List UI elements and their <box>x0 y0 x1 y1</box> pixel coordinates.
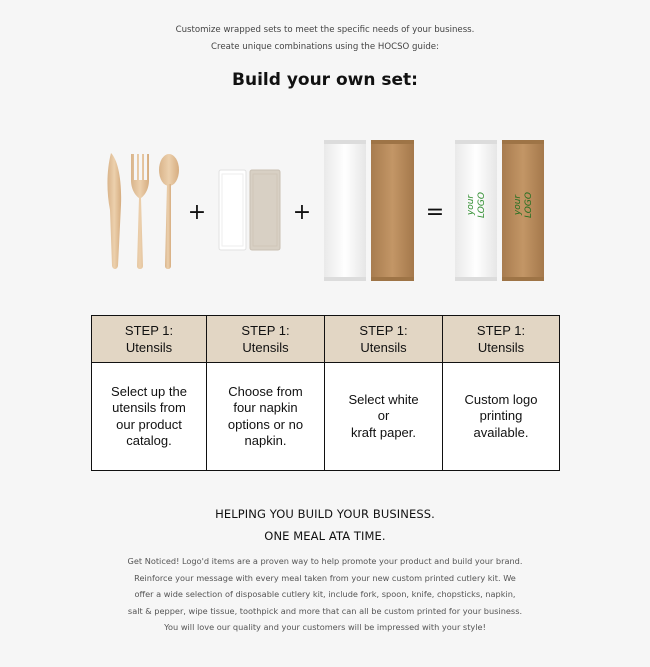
section-heading: HELPING YOU BUILD YOUR BUSINESS. <box>215 507 435 521</box>
body-line: Reinforce your message with every meal taken from your new custom printed cutlery kit. We <box>134 572 516 583</box>
step-description <box>443 363 560 471</box>
set-illustration <box>0 130 650 290</box>
step-label: Utensils <box>477 340 525 356</box>
step-header <box>325 316 443 363</box>
body-line: Get Noticed! Logo'd items are a proven way to help promote your product and build your brand. <box>127 556 523 566</box>
step-number: STEP 1: <box>124 323 174 339</box>
step-text: catalog. <box>126 433 172 449</box>
steps-body-row <box>92 363 560 471</box>
plus-icon: + <box>292 200 312 225</box>
step-text: napkin. <box>244 433 287 449</box>
wooden-spoon-icon <box>159 154 179 269</box>
body-line: offer a wide selection of disposable cutlery kit, include fork, spoon, knife, chopsticks, napkin, <box>134 589 516 599</box>
step-text: available. <box>473 424 529 440</box>
intro-line: Customize wrapped sets to meet the specific needs of your business. <box>175 25 475 35</box>
body-paragraph <box>105 553 545 636</box>
step-description <box>325 363 443 471</box>
intro-line: Create unique combinations using the HOCSO guide: <box>211 42 439 52</box>
logo-text: your <box>513 194 523 216</box>
logo-text: LOGO <box>477 192 487 218</box>
step-number: STEP 1: <box>359 323 408 339</box>
logo-text: LOGO <box>524 192 534 218</box>
wooden-fork-icon <box>131 154 149 269</box>
step-number: STEP 1: <box>476 323 526 339</box>
step-text: utensils from <box>112 400 186 416</box>
step-text: kraft paper. <box>350 424 417 440</box>
step-text: printing <box>479 408 523 424</box>
white-logo-sleeve-icon <box>455 140 497 281</box>
napkin-kraft-icon <box>250 170 280 250</box>
steps-header-row <box>92 316 560 363</box>
body-line: You will love our quality and your customers will be impressed with your style! <box>164 622 486 632</box>
plus-icon: + <box>187 200 207 225</box>
step-text: options or no <box>227 416 304 432</box>
step-description <box>92 363 207 471</box>
step-text: our product <box>116 416 182 432</box>
white-paper-sleeve-icon <box>324 140 366 281</box>
step-header <box>92 316 207 363</box>
step-text: Select up the <box>111 383 187 399</box>
step-number: STEP 1: <box>241 323 290 339</box>
step-header <box>443 316 560 363</box>
page-title: Build your own set: <box>232 70 418 90</box>
step-description <box>207 363 325 471</box>
equals-icon: = <box>425 200 445 225</box>
body-line: salt & pepper, wipe tissue, toothpick and more that can all be custom printed for your business. <box>127 605 523 616</box>
step-label: Utensils <box>242 340 289 356</box>
step-label: Utensils <box>125 340 173 356</box>
section-subheading: ONE MEAL ATA TIME. <box>264 529 386 543</box>
step-text: Custom logo <box>464 391 538 407</box>
step-text: Choose from <box>228 383 303 399</box>
kraft-logo-sleeve-icon <box>502 140 544 281</box>
intro-text <box>0 22 650 56</box>
kraft-paper-sleeve-icon <box>371 140 414 281</box>
step-header <box>207 316 325 363</box>
steps-table <box>91 315 560 471</box>
step-text: Select white <box>348 391 419 407</box>
step-label: Utensils <box>360 340 407 356</box>
step-text: or <box>377 408 390 424</box>
step-text: four napkin <box>233 400 298 416</box>
napkin-white-icon <box>219 170 246 250</box>
wooden-knife-icon <box>107 153 121 269</box>
logo-text: your <box>466 194 476 216</box>
